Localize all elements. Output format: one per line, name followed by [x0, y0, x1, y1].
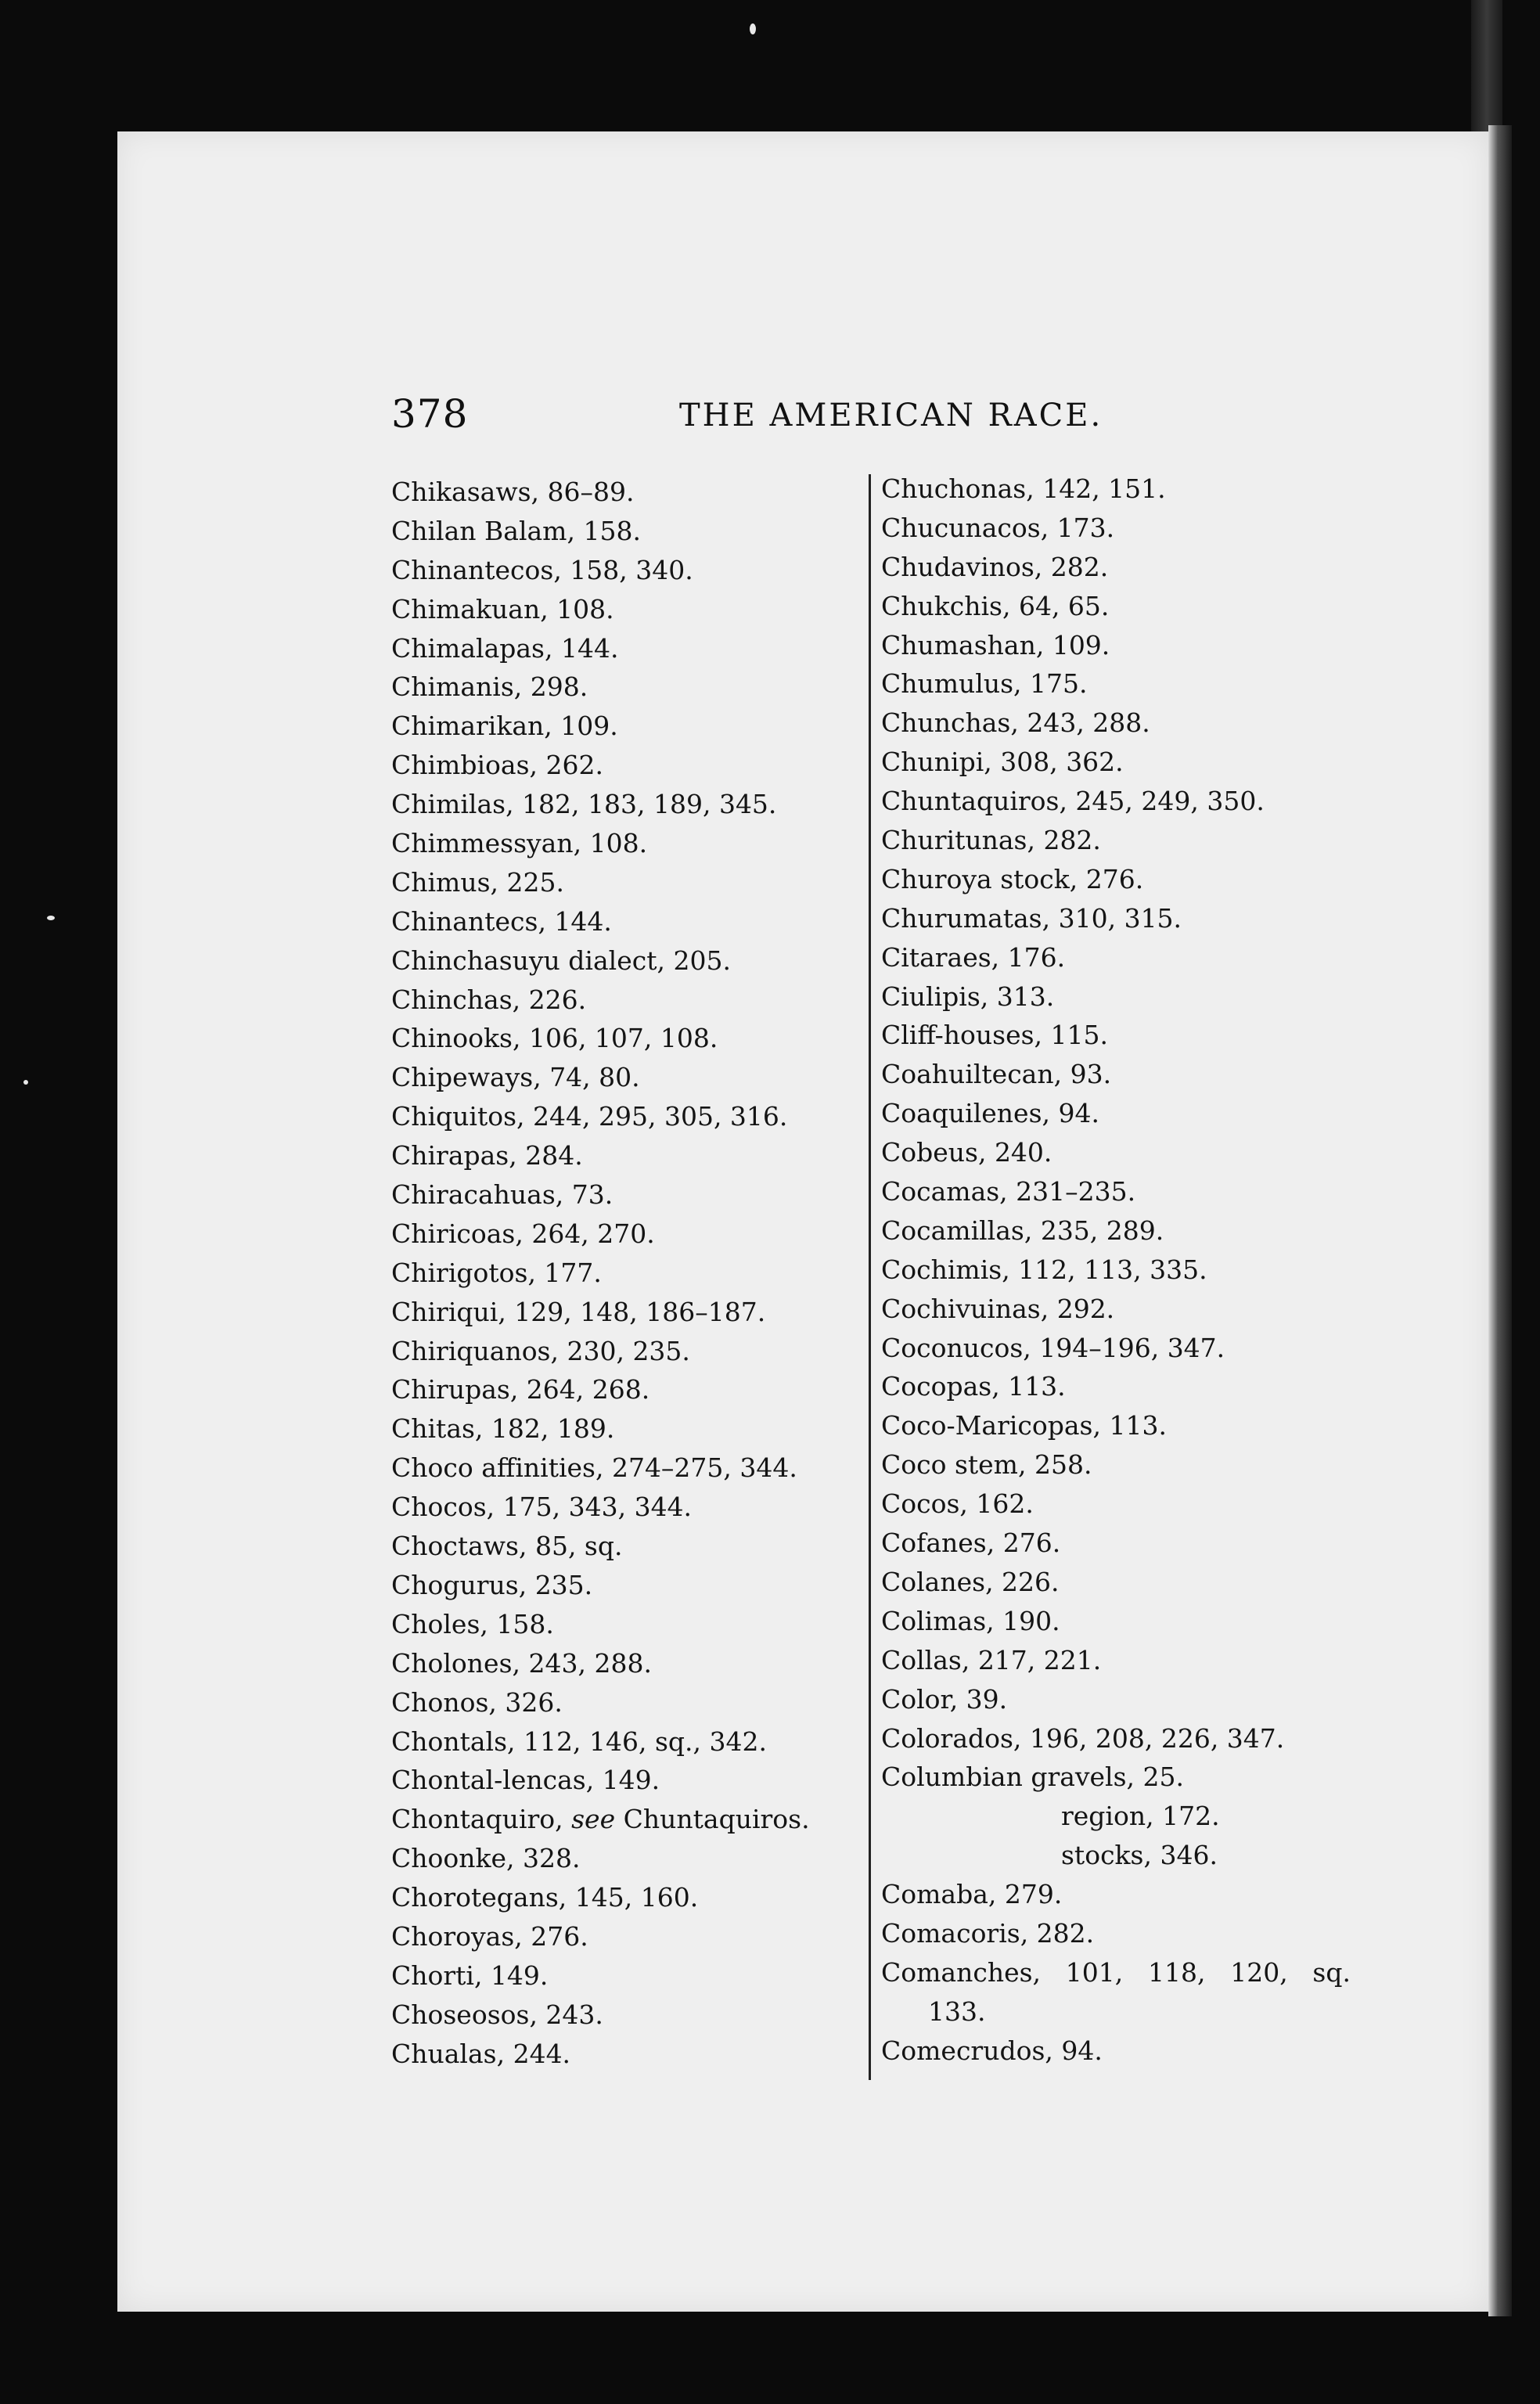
index-entry: Chumashan, 109. — [881, 629, 1110, 660]
index-entry: Cocamillas, 235, 289. — [881, 1215, 1164, 1246]
index-entry: Chimus, 225. — [391, 866, 564, 898]
index-entry: Comecrudos, 94. — [881, 2035, 1103, 2066]
index-entry: Choseosos, 243. — [391, 1999, 603, 2030]
index-entry: Chontal-lencas, 149. — [391, 1765, 660, 1796]
cross-ref-head: Chontaquiro, — [391, 1804, 563, 1835]
index-column-right — [881, 470, 1351, 2071]
index-column-left — [391, 473, 810, 2074]
index-entry: Cocamas, 231–235. — [881, 1176, 1136, 1207]
index-subentry: region, 172. — [1061, 1801, 1220, 1832]
index-entry: Chitas, 182, 189. — [391, 1413, 615, 1445]
index-entry: Color, 39. — [881, 1683, 1008, 1715]
justified-word: sq. — [1312, 1956, 1351, 1988]
index-entry: Chualas, 244. — [391, 2038, 571, 2069]
index-entry: Chunipi, 308, 362. — [881, 747, 1124, 778]
index-entry: Choctaws, 85, sq. — [391, 1531, 623, 1562]
index-entry: Chimanis, 298. — [391, 671, 588, 703]
index-entry: Comacoris, 282. — [881, 1917, 1095, 1949]
page-fore-edge — [1488, 125, 1512, 2316]
index-entry: Citaraes, 176. — [881, 941, 1066, 973]
cross-reference-entry — [391, 1800, 810, 1839]
index-entry: Chimilas, 182, 183, 189, 345. — [391, 789, 777, 820]
index-entry: Chimakuan, 108. — [391, 593, 614, 624]
index-entry: Chilan Balam, 158. — [391, 515, 641, 546]
index-entry-continuation: 133. — [928, 1996, 986, 2027]
index-entry-justified — [881, 1953, 1351, 1992]
index-entry: Colanes, 226. — [881, 1566, 1060, 1597]
justified-word: 101, — [1065, 1956, 1124, 1988]
index-entry: Chinantecs, 144. — [391, 905, 612, 937]
justified-word: 120, — [1230, 1956, 1288, 1988]
index-entry: Cocos, 162. — [881, 1488, 1034, 1520]
index-entry: Choco affinities, 274–275, 344. — [391, 1452, 797, 1484]
index-entry: Cochivuinas, 292. — [881, 1293, 1115, 1324]
index-entry: Chimarikan, 109. — [391, 711, 618, 742]
index-entry: Chiquitos, 244, 295, 305, 316. — [391, 1101, 788, 1132]
index-entry: Choles, 158. — [391, 1608, 554, 1639]
index-entry: Chuchonas, 142, 151. — [881, 473, 1166, 504]
index-entry: Chontals, 112, 146, sq., 342. — [391, 1726, 767, 1757]
index-entry: Collas, 217, 221. — [881, 1644, 1102, 1675]
index-entry: Chirupas, 264, 268. — [391, 1374, 650, 1405]
index-entry: Coco stem, 258. — [881, 1449, 1092, 1481]
index-subentry: stocks, 346. — [1061, 1840, 1218, 1871]
index-entry: Churitunas, 282. — [881, 825, 1101, 856]
index-entry: Comaba, 279. — [881, 1879, 1063, 1910]
justified-word: Comanches, — [881, 1956, 1042, 1988]
index-entry: Chorti, 149. — [391, 1960, 549, 1991]
index-entry: Chinantecos, 158, 340. — [391, 554, 693, 585]
index-entry: Chimmessyan, 108. — [391, 828, 648, 859]
index-entry: Chimbioas, 262. — [391, 750, 603, 781]
index-entry: Chiriquanos, 230, 235. — [391, 1335, 690, 1366]
index-entry: Chirapas, 284. — [391, 1140, 583, 1171]
index-entry: Cholones, 243, 288. — [391, 1647, 652, 1679]
index-entry: Cocopas, 113. — [881, 1371, 1066, 1402]
index-entry: Chinchasuyu dialect, 205. — [391, 945, 731, 976]
index-entry: Choonke, 328. — [391, 1843, 581, 1874]
index-entry: Coahuiltecan, 93. — [881, 1059, 1112, 1090]
index-entry: Chunchas, 243, 288. — [881, 707, 1150, 739]
index-entry: Cochimis, 112, 113, 335. — [881, 1254, 1207, 1285]
index-entry: Chimalapas, 144. — [391, 632, 619, 664]
index-entry: Chinchas, 226. — [391, 984, 587, 1015]
index-entry: Chukchis, 64, 65. — [881, 590, 1110, 621]
index-entry: Churumatas, 310, 315. — [881, 902, 1182, 934]
index-entry: Chorotegans, 145, 160. — [391, 1882, 699, 1913]
index-entry: Chumulus, 175. — [881, 668, 1088, 700]
cross-ref-target: Chuntaquiros. — [623, 1804, 810, 1835]
index-entry: Churoya stock, 276. — [881, 863, 1144, 894]
running-title: THE AMERICAN RACE. — [679, 398, 1103, 434]
index-entry: Cobeus, 240. — [881, 1137, 1052, 1168]
index-entry: Ciulipis, 313. — [881, 981, 1055, 1012]
index-entry: Colimas, 190. — [881, 1605, 1060, 1636]
index-entry: Colorados, 196, 208, 226, 347. — [881, 1722, 1285, 1754]
book-spine-edge — [1471, 0, 1502, 133]
index-entry: Chirigotos, 177. — [391, 1257, 602, 1288]
index-entry: Chiricoas, 264, 270. — [391, 1218, 655, 1249]
index-entry: Chikasaws, 86–89. — [391, 477, 635, 507]
index-entry: Columbian gravels, 25. — [881, 1762, 1185, 1793]
index-entry: Coco-Maricopas, 113. — [881, 1410, 1167, 1441]
page-number: 378 — [391, 391, 469, 437]
index-entry: Coaquilenes, 94. — [881, 1098, 1099, 1129]
index-entry: Chonos, 326. — [391, 1686, 563, 1718]
index-entry: Chinooks, 106, 107, 108. — [391, 1023, 718, 1054]
dust-speck — [750, 23, 756, 34]
index-entry: Chipeways, 74, 80. — [391, 1062, 640, 1093]
column-divider — [869, 474, 871, 2080]
index-entry: Cofanes, 276. — [881, 1528, 1061, 1559]
index-entry: Chogurus, 235. — [391, 1569, 593, 1600]
index-entry: Chocos, 175, 343, 344. — [391, 1492, 693, 1523]
index-entry: Choroyas, 276. — [391, 1920, 588, 1952]
index-entry: Cliff-houses, 115. — [881, 1020, 1109, 1051]
index-entry: Chiracahuas, 73. — [391, 1179, 613, 1211]
dust-speck — [23, 1080, 28, 1085]
cross-ref-see: see — [571, 1804, 616, 1835]
dust-speck — [47, 916, 55, 920]
index-entry: Chudavinos, 282. — [881, 551, 1109, 582]
index-entry: Chucunacos, 173. — [881, 512, 1115, 543]
index-entry: Coconucos, 194–196, 347. — [881, 1332, 1225, 1363]
index-entry: Chuntaquiros, 245, 249, 350. — [881, 786, 1265, 817]
justified-word: 118, — [1147, 1956, 1206, 1988]
index-entry: Chiriqui, 129, 148, 186–187. — [391, 1296, 766, 1327]
